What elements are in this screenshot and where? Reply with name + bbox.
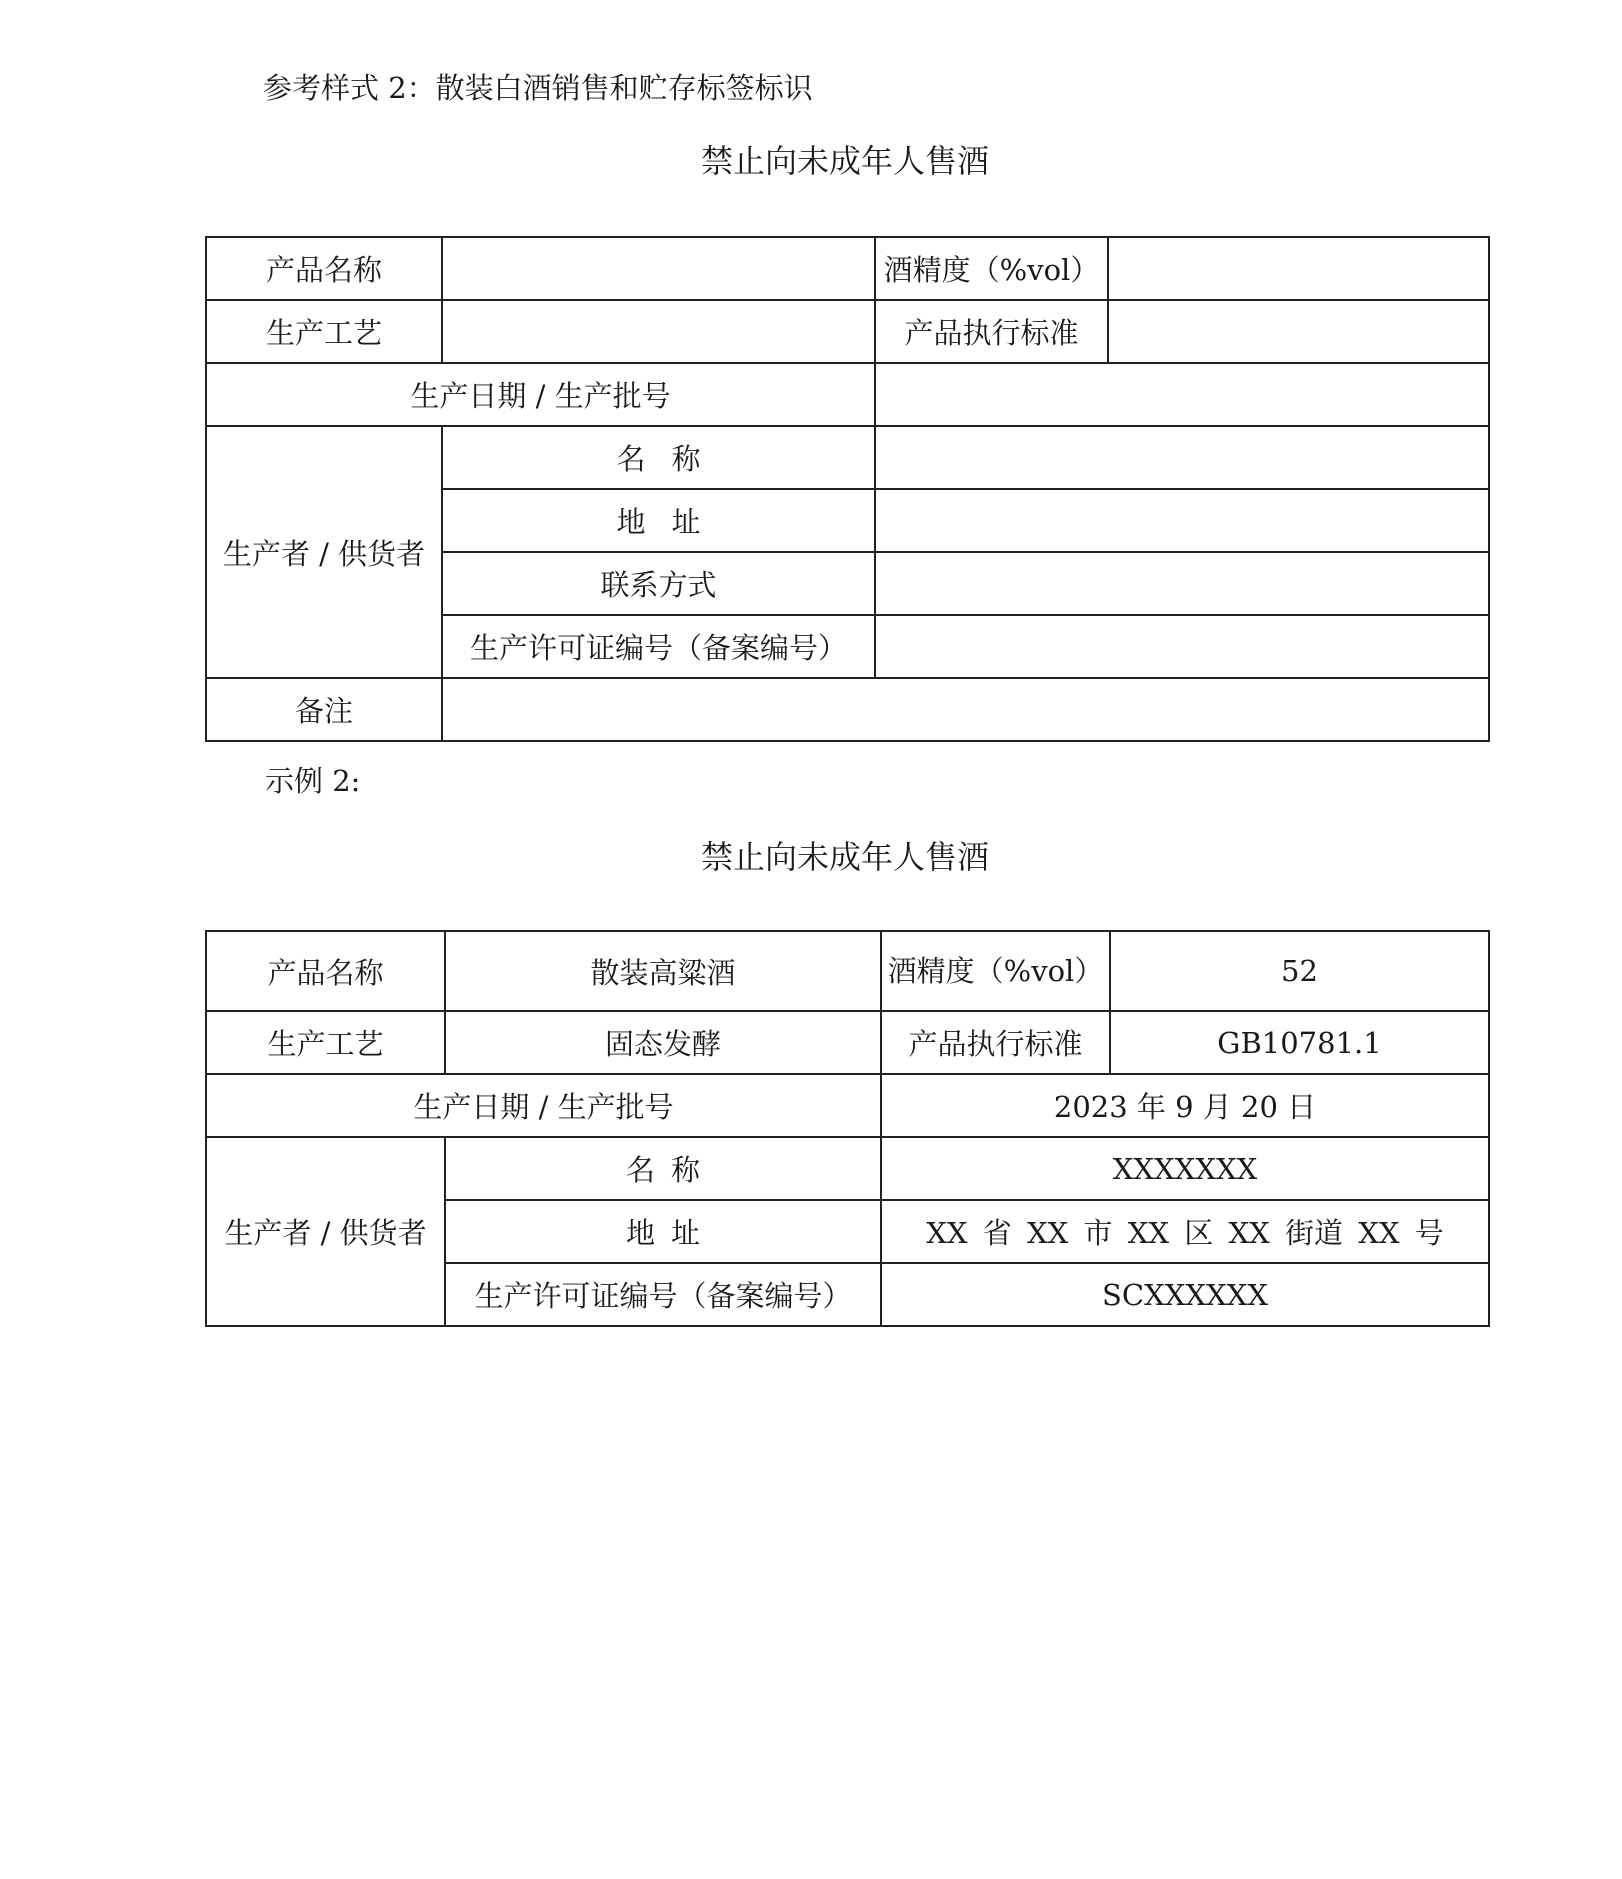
standard-value: GB10781.1 [1110, 1011, 1489, 1074]
table-row [206, 1011, 1489, 1074]
table-row [206, 300, 1489, 363]
alcohol-label: 酒精度（%vol） [875, 237, 1108, 300]
license-label: 生产许可证编号（备案编号） [442, 615, 875, 678]
standard-label: 产品执行标准 [881, 1011, 1110, 1074]
product-name-label: 产品名称 [206, 931, 445, 1011]
alcohol-label: 酒精度（%vol） [881, 931, 1110, 1011]
table-row [206, 237, 1489, 300]
example-label-table [205, 930, 1490, 1327]
address-label: 地址 [445, 1200, 881, 1263]
process-label: 生产工艺 [206, 300, 442, 363]
table-row [206, 426, 1489, 489]
remark-value-cell [442, 678, 1489, 741]
name-value-cell [875, 426, 1489, 489]
name-value: XXXXXXX [881, 1137, 1489, 1200]
date-batch-label: 生产日期 / 生产批号 [206, 1074, 881, 1137]
table-row [206, 1137, 1489, 1200]
template-title: 禁止向未成年人售酒 [700, 142, 989, 180]
address-value-cell [875, 489, 1489, 552]
alcohol-value: 52 [1110, 931, 1489, 1011]
template-label-table [205, 236, 1490, 742]
address-value: XX 省 XX 市 XX 区 XX 街道 XX 号 [881, 1200, 1489, 1263]
date-batch-value-cell [875, 363, 1489, 426]
producer-label: 生产者 / 供货者 [206, 426, 442, 678]
process-label: 生产工艺 [206, 1011, 445, 1074]
table-row [206, 678, 1489, 741]
product-name-label: 产品名称 [206, 237, 442, 300]
license-label: 生产许可证编号（备案编号） [445, 1263, 881, 1326]
producer-label: 生产者 / 供货者 [206, 1137, 445, 1326]
process-value: 固态发酵 [445, 1011, 881, 1074]
contact-value-cell [875, 552, 1489, 615]
license-value: SCXXXXXX [881, 1263, 1489, 1326]
date-batch-label: 生产日期 / 生产批号 [206, 363, 875, 426]
license-value-cell [875, 615, 1489, 678]
remark-label: 备注 [206, 678, 442, 741]
process-value-cell [442, 300, 875, 363]
address-label: 地址 [442, 489, 875, 552]
table-row [206, 931, 1489, 1011]
date-batch-value: 2023 年 9 月 20 日 [881, 1074, 1489, 1137]
section-heading: 参考样式 2：散装白酒销售和贮存标签标识 [263, 71, 813, 105]
standard-value-cell [1108, 300, 1489, 363]
name-label: 名称 [445, 1137, 881, 1200]
table-row [206, 1074, 1489, 1137]
product-name-value: 散装高粱酒 [445, 931, 881, 1011]
contact-label: 联系方式 [442, 552, 875, 615]
alcohol-value-cell [1108, 237, 1489, 300]
standard-label: 产品执行标准 [875, 300, 1108, 363]
table-row [206, 363, 1489, 426]
name-label: 名称 [442, 426, 875, 489]
example-label: 示例 2: [265, 764, 361, 798]
product-name-value-cell [442, 237, 875, 300]
example-title: 禁止向未成年人售酒 [700, 838, 989, 876]
